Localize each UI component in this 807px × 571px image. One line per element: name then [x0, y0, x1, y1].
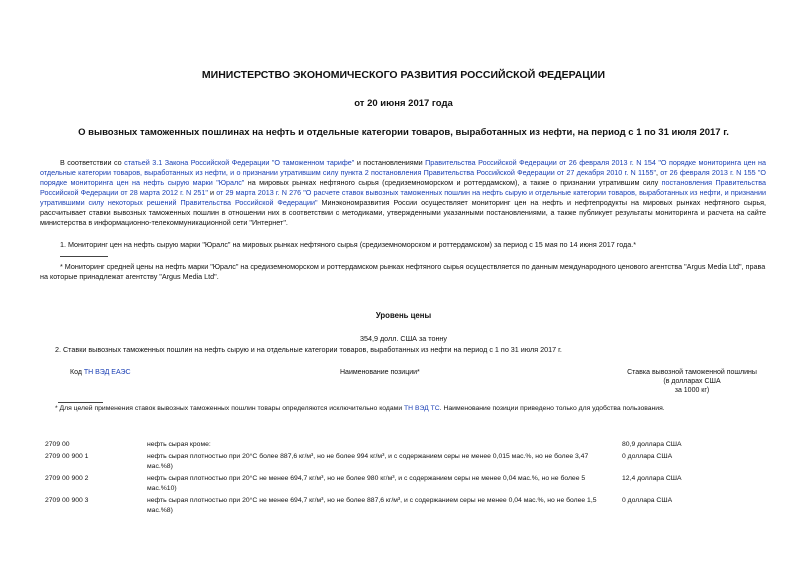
monitoring-paragraph: 1. Мониторинг цен на нефть сырую марки "Юралс" на мировых рынках нефтяного сырья (средиземноморском и роттердамском) за период с 15 мая по 14 июня 2017 года.*	[60, 240, 637, 249]
rates-paragraph: 2. Ставки вывозных таможенных пошлин на нефть сырую и на отдельные категории товаров, выработанных из нефти на период с 1 по 31 июля 2017 г.	[55, 345, 562, 354]
document-date: от 20 июня 2017 года	[354, 98, 453, 109]
intro-text: ,	[656, 168, 661, 177]
law-link-article[interactable]: статьей 3.1 Закона Российской Федерации "О таможенном тарифе"	[124, 158, 355, 167]
row-code: 2709 00	[45, 441, 70, 448]
row-code: 2709 00 900 3	[45, 497, 89, 504]
document-title: О вывозных таможенных пошлинах на нефть и отдельные категории товаров, выработанных из нефти, на период с 1 по 31 июля 2017 г.	[78, 127, 729, 138]
intro-text: и постановлениями	[354, 158, 426, 167]
price-level-heading: Уровень цены	[375, 311, 432, 320]
law-link-251[interactable]: постановления Правительства Российской Федерации от 28 марта 2012 г. N 251"	[40, 178, 766, 197]
law-link-276[interactable]: от 29 марта 2013 г. N 276 "О расчете ставок вывозных таможенных пошлин на нефть сырую и отдельные категории товаров, выработанных из нефти, и признании утратившими силу некоторых решений Правительства Российской Федерации"	[40, 188, 766, 207]
table-header-name: Наименование позиции*	[340, 369, 420, 376]
row-rate: 80,9 доллара США	[622, 441, 682, 448]
row-code: 2709 00 900 2	[45, 475, 89, 482]
ministry-heading: МИНИСТЕРСТВО ЭКОНОМИЧЕСКОГО РАЗВИТИЯ РОССИЙСКОЙ ФЕДЕРАЦИИ	[201, 69, 606, 81]
footnote-argus: * Мониторинг средней цены на нефть марки "Юралс" на средиземноморском и роттердамском рынках нефтяного сырья осуществляется по данным международного ценового агентства "Argus Media Ltd", права на которые принадлежат агентству "Argus Media Ltd".	[40, 262, 766, 281]
footnote-divider	[58, 402, 103, 403]
row-name: нефть сырая кроме:	[147, 441, 211, 448]
row-name: нефть сырая плотностью при 20°С не менее 694,7 кг/м³, но не более 980 кг/м³, и с содержанием серы не менее 0,04 мас.%, но не более 5 мас.%10)	[147, 475, 586, 492]
intro-text: В соответствии со	[60, 158, 125, 167]
row-name: нефть сырая плотностью при 20°С не менее 694,7 кг/м³, но не более 887,6 кг/м³, и с содержанием серы не менее 0,04 мас.%, но не более 1,5 мас.%8)	[147, 497, 597, 514]
table-header-code: Код ТН ВЭД ЕАЭС	[70, 369, 131, 376]
table-header-rate: Ставка вывозной таможенной пошлины (в долларах США за 1000 кг)	[627, 369, 757, 394]
intro-text: и	[207, 188, 217, 197]
row-code: 2709 00 900 1	[45, 453, 89, 460]
footnote-divider	[60, 256, 108, 257]
intro-paragraph	[40, 158, 766, 228]
footnote-codes: * Для целей применения ставок вывозных таможенных пошлин товары определяются исключительно кодами ТН ВЭД ТС. Наименование позиции приведено только для удобства пользования.	[55, 405, 665, 412]
row-rate: 12,4 доллара США	[622, 475, 682, 482]
intro-text: на мировых рынках нефтяного сырья (средиземноморском и роттердамском), а также о признании утратившим силу	[244, 178, 662, 187]
row-rate: 0 доллара США	[622, 497, 673, 504]
price-level-value: 354,9 долл. США за тонну	[360, 334, 447, 343]
row-rate: 0 доллара США	[622, 453, 673, 460]
intro-text: Минэкономразвития России осуществляет мониторинг цен на нефть и нефтепродукты на мировых рынках нефтяного сырья, рассчитывает ставки вывозных таможенных пошлин в отношении них в соответствии с методиками, утвержденными указанными постановлениями, а также публикует результаты мониторинга и расчета на сайте министерства в информационно-телекоммуникационной сети "Интернет".	[40, 198, 767, 227]
tnved-ts-link[interactable]: ТН ВЭД ТС	[404, 405, 440, 412]
law-link-154[interactable]: Правительства Российской Федерации от 26 февраля 2013 г. N 154 "О порядке мониторинга цен на отдельные категории товаров, выработанных из нефти, и о признании утратившим силу пункта 2 постановления Правительства Российской Федерации от 27 декабря 2010 г. N 1155"	[40, 158, 767, 177]
row-name: нефть сырая плотностью при 20°С более 887,6 кг/м³, но не более 994 кг/м³, и с содержанием серы не менее 0,015 мас.%, но не более 3,47 мас.%8)	[147, 453, 589, 470]
tnved-eaeu-link[interactable]: ТН ВЭД ЕАЭС	[83, 369, 131, 376]
law-link-155[interactable]: от 26 февраля 2013 г. N 155 "О порядке мониторинга цен на нефть сырую марки "Юралс"	[40, 168, 766, 187]
